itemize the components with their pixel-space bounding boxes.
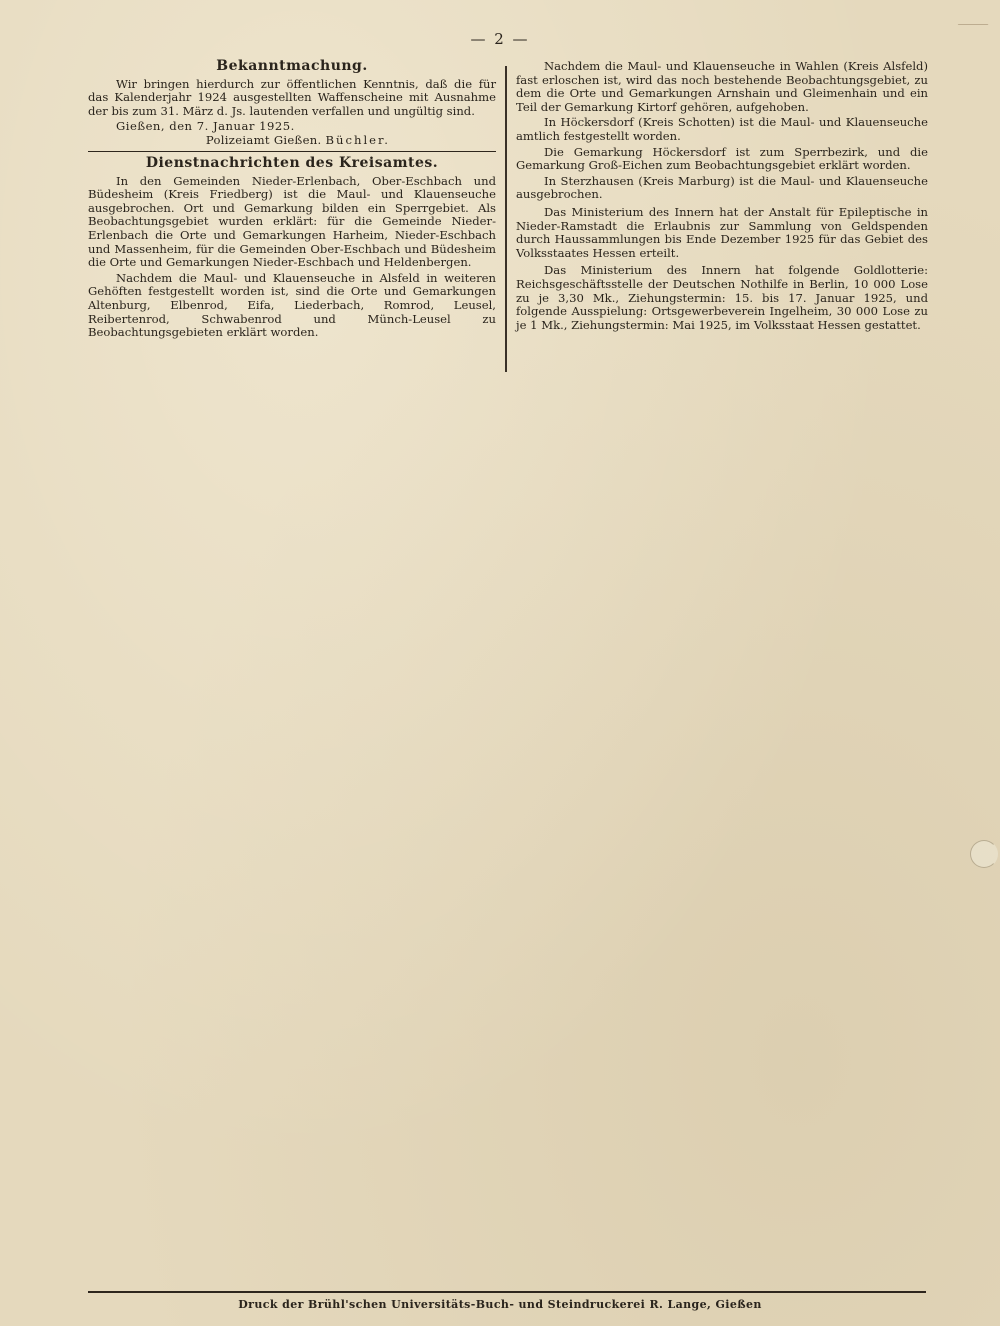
service-paragraph: Nachdem die Maul- und Klauenseuche in Alsfeld in weiteren Gehöften festgestellt worden ist, sind die Orte und Gemarkungen Altenburg, Elbenrod, Eifa, Liederbach, Romrod, Leusel, Reibertenrod, Schwabenrod und Münch-Leusel zu Beobachtungsgebieten erklärt worden. [88, 270, 496, 340]
right-column [516, 60, 928, 334]
section-divider [88, 151, 496, 153]
punch-hole [970, 840, 998, 868]
right-paragraph: Das Ministerium des Innern hat folgende Goldlotterie: Reichsgeschäftsstelle der Deutschen Nothilfe in Berlin, 10 000 Lose zu je 3,30 Mk., Ziehungstermin: 15. bis 17. Januar 1925, und folgende Ausspielung: Ortsgewerbeverein Ingelheim, 30 000 Lose zu je 1 Mk., Ziehungstermin: Mai 1925, im Volksstaat Hessen gestattet. [516, 263, 928, 332]
service-paragraph: In den Gemeinden Nieder-Erlenbach, Ober-Eschbach und Büdesheim (Kreis Friedberg) ist die Maul- und Klauenseuche ausgebrochen. Ort und Gemarkung bilden ein Sperrgebiet. Als Beobachtungsgebiet wurden erklärt: für die Gemeinde Nieder-Erlenbach die Orte und Gemarkungen Harheim, Nieder-Eschbach und Massenheim, für die Gemeinden Ober-Eschbach und Büdesheim die Orte und Gemarkungen Nieder-Eschbach und Heldenbergen. [88, 173, 496, 270]
left-column [88, 60, 496, 342]
right-paragraph: Die Gemarkung Höckersdorf ist zum Sperrbezirk, und die Gemarkung Groß-Eichen zum Beobachtungsgebiet erklärt worden. [516, 144, 928, 173]
right-paragraph: Nachdem die Maul- und Klauenseuche in Wahlen (Kreis Alsfeld) fast erloschen ist, wird das noch bestehende Beobachtungsgebiet, zu dem die Orte und Gemarkungen Arnshain und Gleimenhain und ein Teil der Gemarkung Kirtorf gehören, aufgehoben. [516, 59, 928, 114]
page-number: — 2 — [470, 30, 530, 48]
right-paragraph: In Sterzhausen (Kreis Marburg) ist die Maul- und Klauenseuche ausgebrochen. [516, 173, 928, 202]
service-heading: Dienstnachrichten des Kreisamtes. [145, 155, 439, 172]
notice-date: Gießen, den 7. Januar 1925. [116, 119, 295, 134]
notice-heading: Bekanntmachung. [216, 58, 368, 74]
notice-text: Wir bringen hierdurch zur öffentlichen Kenntnis, daß die für das Kalenderjahr 1924 ausgestellten Waffenscheine mit Ausnahme der bis zum 31. März d. Js. lautenden verfallen und ungültig sind. [88, 76, 496, 118]
printer-imprint: Druck der Brühl'schen Universitäts-Buch- und Steindruckerei R. Lange, Gießen [238, 1298, 762, 1311]
column-divider [505, 66, 507, 372]
right-paragraph: Das Ministerium des Innern hat der Anstalt für Epileptische in Nieder-Ramstadt die Erlaubnis zur Sammlung von Geldspenden durch Haussammlungen bis Ende Dezember 1925 für das Gebiet des Volksstaates Hessen erteilt. [516, 204, 928, 260]
right-paragraph: In Höckersdorf (Kreis Schotten) ist die Maul- und Klauenseuche amtlich festgestellt worden. [516, 115, 928, 143]
paper-crease [938, 0, 989, 25]
notice-signature [88, 134, 496, 148]
signature-name: Büchler. [325, 132, 390, 147]
footer-divider [88, 1291, 926, 1293]
signature-office: Polizeiamt Gießen. [205, 132, 322, 147]
